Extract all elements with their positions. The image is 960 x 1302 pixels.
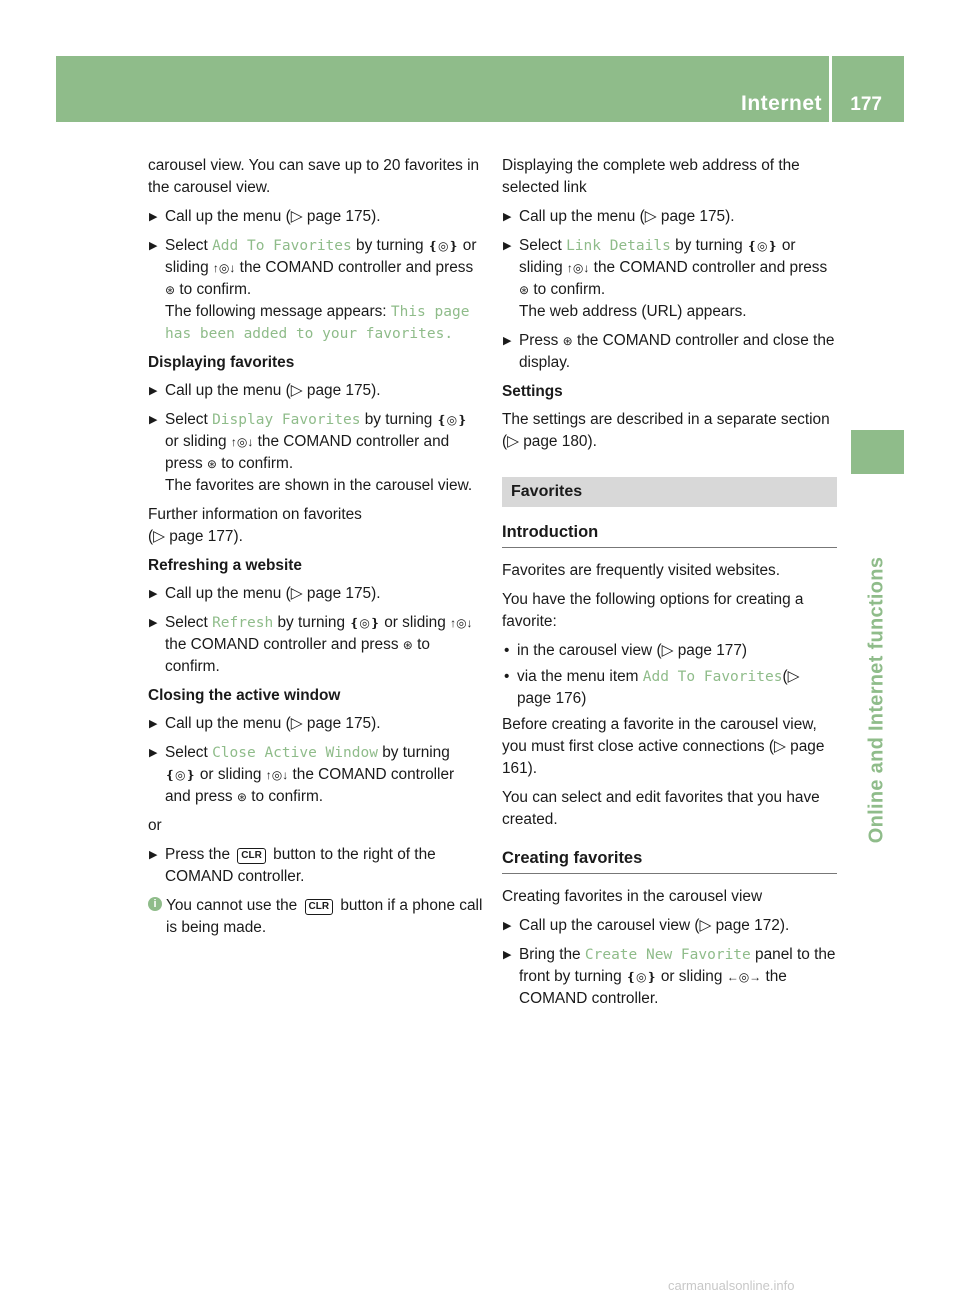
menu-item-code: Link Details: [566, 238, 671, 254]
step: ▶ Call up the menu (▷ page 175).: [148, 380, 483, 402]
side-tab-marker: [851, 430, 904, 474]
turn-controller-icon: ❴◎❵: [165, 768, 196, 782]
step: ▶ Press ⊛ the COMAND controller and close the display.: [503, 332, 835, 371]
step: ▶ Select Display Favorites by turning ❴◎❵ or sliding ↑◎↓ the COMAND controller and press ⊛ to confirm. The favorites are shown in the carousel view.: [149, 411, 473, 494]
step: ▶ Call up the menu (▷ page 175).: [148, 713, 483, 735]
paragraph: Creating favorites in the carousel view: [502, 888, 763, 905]
paragraph: Before creating a favorite in the carousel view, you must first close active connections (▷ page 161).: [502, 716, 825, 777]
turn-controller-icon: ❴◎❵: [436, 413, 468, 427]
paragraph: Displaying the complete web address of the selected link: [502, 157, 800, 196]
bullet-item: • via the menu item Add To Favorites(▷ page 176): [504, 668, 800, 707]
paragraph: The settings are described in a separate section (▷ page 180).: [502, 411, 830, 450]
paragraph: carousel view. You can save up to 20 favorites in the carousel view.: [148, 157, 480, 196]
arrow-icon: ▶: [149, 747, 158, 759]
subheading: Refreshing a website: [148, 557, 302, 574]
subheading: Settings: [502, 383, 563, 400]
page-ref: page 177).: [169, 528, 243, 545]
menu-item-code: Close Active Window: [212, 745, 378, 761]
header-title: Internet: [740, 92, 822, 115]
section-heading: Introduction: [502, 521, 837, 548]
slide-controller-icon: ←◎→: [726, 970, 762, 984]
press-controller-icon: ⊛: [165, 283, 176, 297]
step: ▶ Press the CLR button to the right of the COMAND controller.: [149, 846, 436, 885]
menu-item-code: Create New Favorite: [584, 947, 751, 963]
page-number: 177: [850, 94, 882, 115]
arrow-icon: ▶: [149, 385, 158, 397]
subheading: Closing the active window: [148, 687, 341, 704]
column-right: [502, 155, 837, 1017]
slide-controller-icon: ↑◎↓: [230, 435, 254, 449]
step: ▶ Call up the carousel view (▷ page 172).: [502, 915, 837, 937]
page-ref: page 175).: [306, 382, 381, 399]
message-code: This page has been added to your favorites.: [165, 304, 470, 342]
bullet-item: • in the carousel view (▷ page 177): [502, 640, 837, 662]
paragraph: You have the following options for creating a favorite:: [502, 591, 804, 630]
step: ▶ Call up the menu (▷ page 175).: [148, 206, 483, 228]
arrow-icon: ▶: [503, 920, 512, 932]
paragraph: You can select and edit favorites that you have created.: [502, 789, 820, 828]
step: ▶ Select Refresh by turning ❴◎❵ or sliding ↑◎↓ the COMAND controller and press ⊛ to confirm.: [149, 614, 473, 675]
press-controller-icon: ⊛: [206, 457, 217, 471]
menu-item-code: Display Favorites: [212, 412, 361, 428]
arrow-icon: ▶: [503, 240, 512, 252]
paragraph: Further information on favorites (▷ page 177).: [148, 506, 362, 545]
slide-controller-icon: ↑◎↓: [566, 261, 590, 275]
press-controller-icon: ⊛: [562, 334, 573, 348]
arrow-icon: ▶: [503, 949, 512, 961]
press-controller-icon: ⊛: [519, 283, 530, 297]
press-controller-icon: ⊛: [236, 790, 247, 804]
side-tab-label: Online and Internet functions: [865, 556, 888, 844]
section-band: Favorites: [502, 477, 837, 507]
step: ▶ Select Close Active Window by turning ❴◎❵ or sliding ↑◎↓ the COMAND controller and press ⊛ to confirm.: [149, 744, 455, 805]
step: ▶ Bring the Create New Favorite panel to the front by turning ❴◎❵ or sliding ←◎→ the COMAND controller.: [503, 946, 836, 1007]
header-separator: [829, 56, 832, 122]
footer-watermark: carmanualsonline.info: [668, 1278, 795, 1293]
slide-controller-icon: ↑◎↓: [265, 768, 289, 782]
slide-controller-icon: ↑◎↓: [450, 616, 473, 630]
page-ref: page 176): [517, 690, 587, 707]
page-ref: page 177): [677, 642, 748, 659]
turn-controller-icon: ❴◎❵: [349, 616, 380, 630]
page-ref: page 175).: [306, 715, 381, 732]
page-ref: page 180).: [523, 433, 597, 450]
bullet-icon: •: [504, 642, 510, 659]
step: ▶ Select Link Details by turning ❴◎❵ or sliding ↑◎↓ the COMAND controller and press ⊛ to confirm. The web address (URL) appears.: [503, 237, 828, 320]
menu-item-code: Add To Favorites: [212, 238, 352, 254]
bullet-icon: •: [504, 668, 510, 685]
arrow-icon: ▶: [503, 211, 512, 223]
paragraph: Favorites are frequently visited websites.: [502, 562, 781, 579]
arrow-icon: ▶: [149, 718, 158, 730]
page-ref: page 175).: [660, 208, 735, 225]
slide-controller-icon: ↑◎↓: [212, 261, 236, 275]
clr-button-icon: CLR: [305, 899, 334, 915]
page-ref: page 175).: [306, 208, 381, 225]
turn-controller-icon: ❴◎❵: [746, 239, 778, 253]
arrow-icon: ▶: [149, 588, 158, 600]
page-ref: page 175).: [306, 585, 381, 602]
turn-controller-icon: ❴◎❵: [427, 239, 459, 253]
step: ▶ Call up the menu (▷ page 175).: [148, 583, 483, 605]
page-ref: page 161).: [502, 738, 825, 777]
arrow-icon: ▶: [149, 414, 158, 426]
page-ref: page 172).: [715, 917, 790, 934]
column-left: [148, 155, 483, 939]
arrow-icon: ▶: [149, 240, 158, 252]
turn-controller-icon: ❴◎❵: [625, 970, 657, 984]
menu-item-code: Add To Favorites: [642, 669, 783, 685]
step: ▶ Select Add To Favorites by turning ❴◎❵ or sliding ↑◎↓ the COMAND controller and press ⊛ to confirm. The following message appears: This page has been added to your favorites.: [149, 237, 477, 342]
press-controller-icon: ⊛: [402, 638, 413, 652]
info-note: i You cannot use the CLR button if a phone call is being made.: [148, 895, 483, 939]
arrow-icon: ▶: [503, 335, 512, 347]
arrow-icon: ▶: [149, 617, 158, 629]
subheading: Displaying favorites: [148, 354, 295, 371]
clr-button-icon: CLR: [237, 848, 266, 864]
paragraph: or: [148, 817, 162, 834]
step: ▶ Call up the menu (▷ page 175).: [502, 206, 837, 228]
menu-item-code: Refresh: [212, 615, 274, 631]
arrow-icon: ▶: [149, 211, 158, 223]
section-heading: Creating favorites: [502, 847, 837, 874]
info-icon: i: [148, 897, 162, 911]
arrow-icon: ▶: [149, 849, 158, 861]
header-bar: [56, 56, 904, 122]
